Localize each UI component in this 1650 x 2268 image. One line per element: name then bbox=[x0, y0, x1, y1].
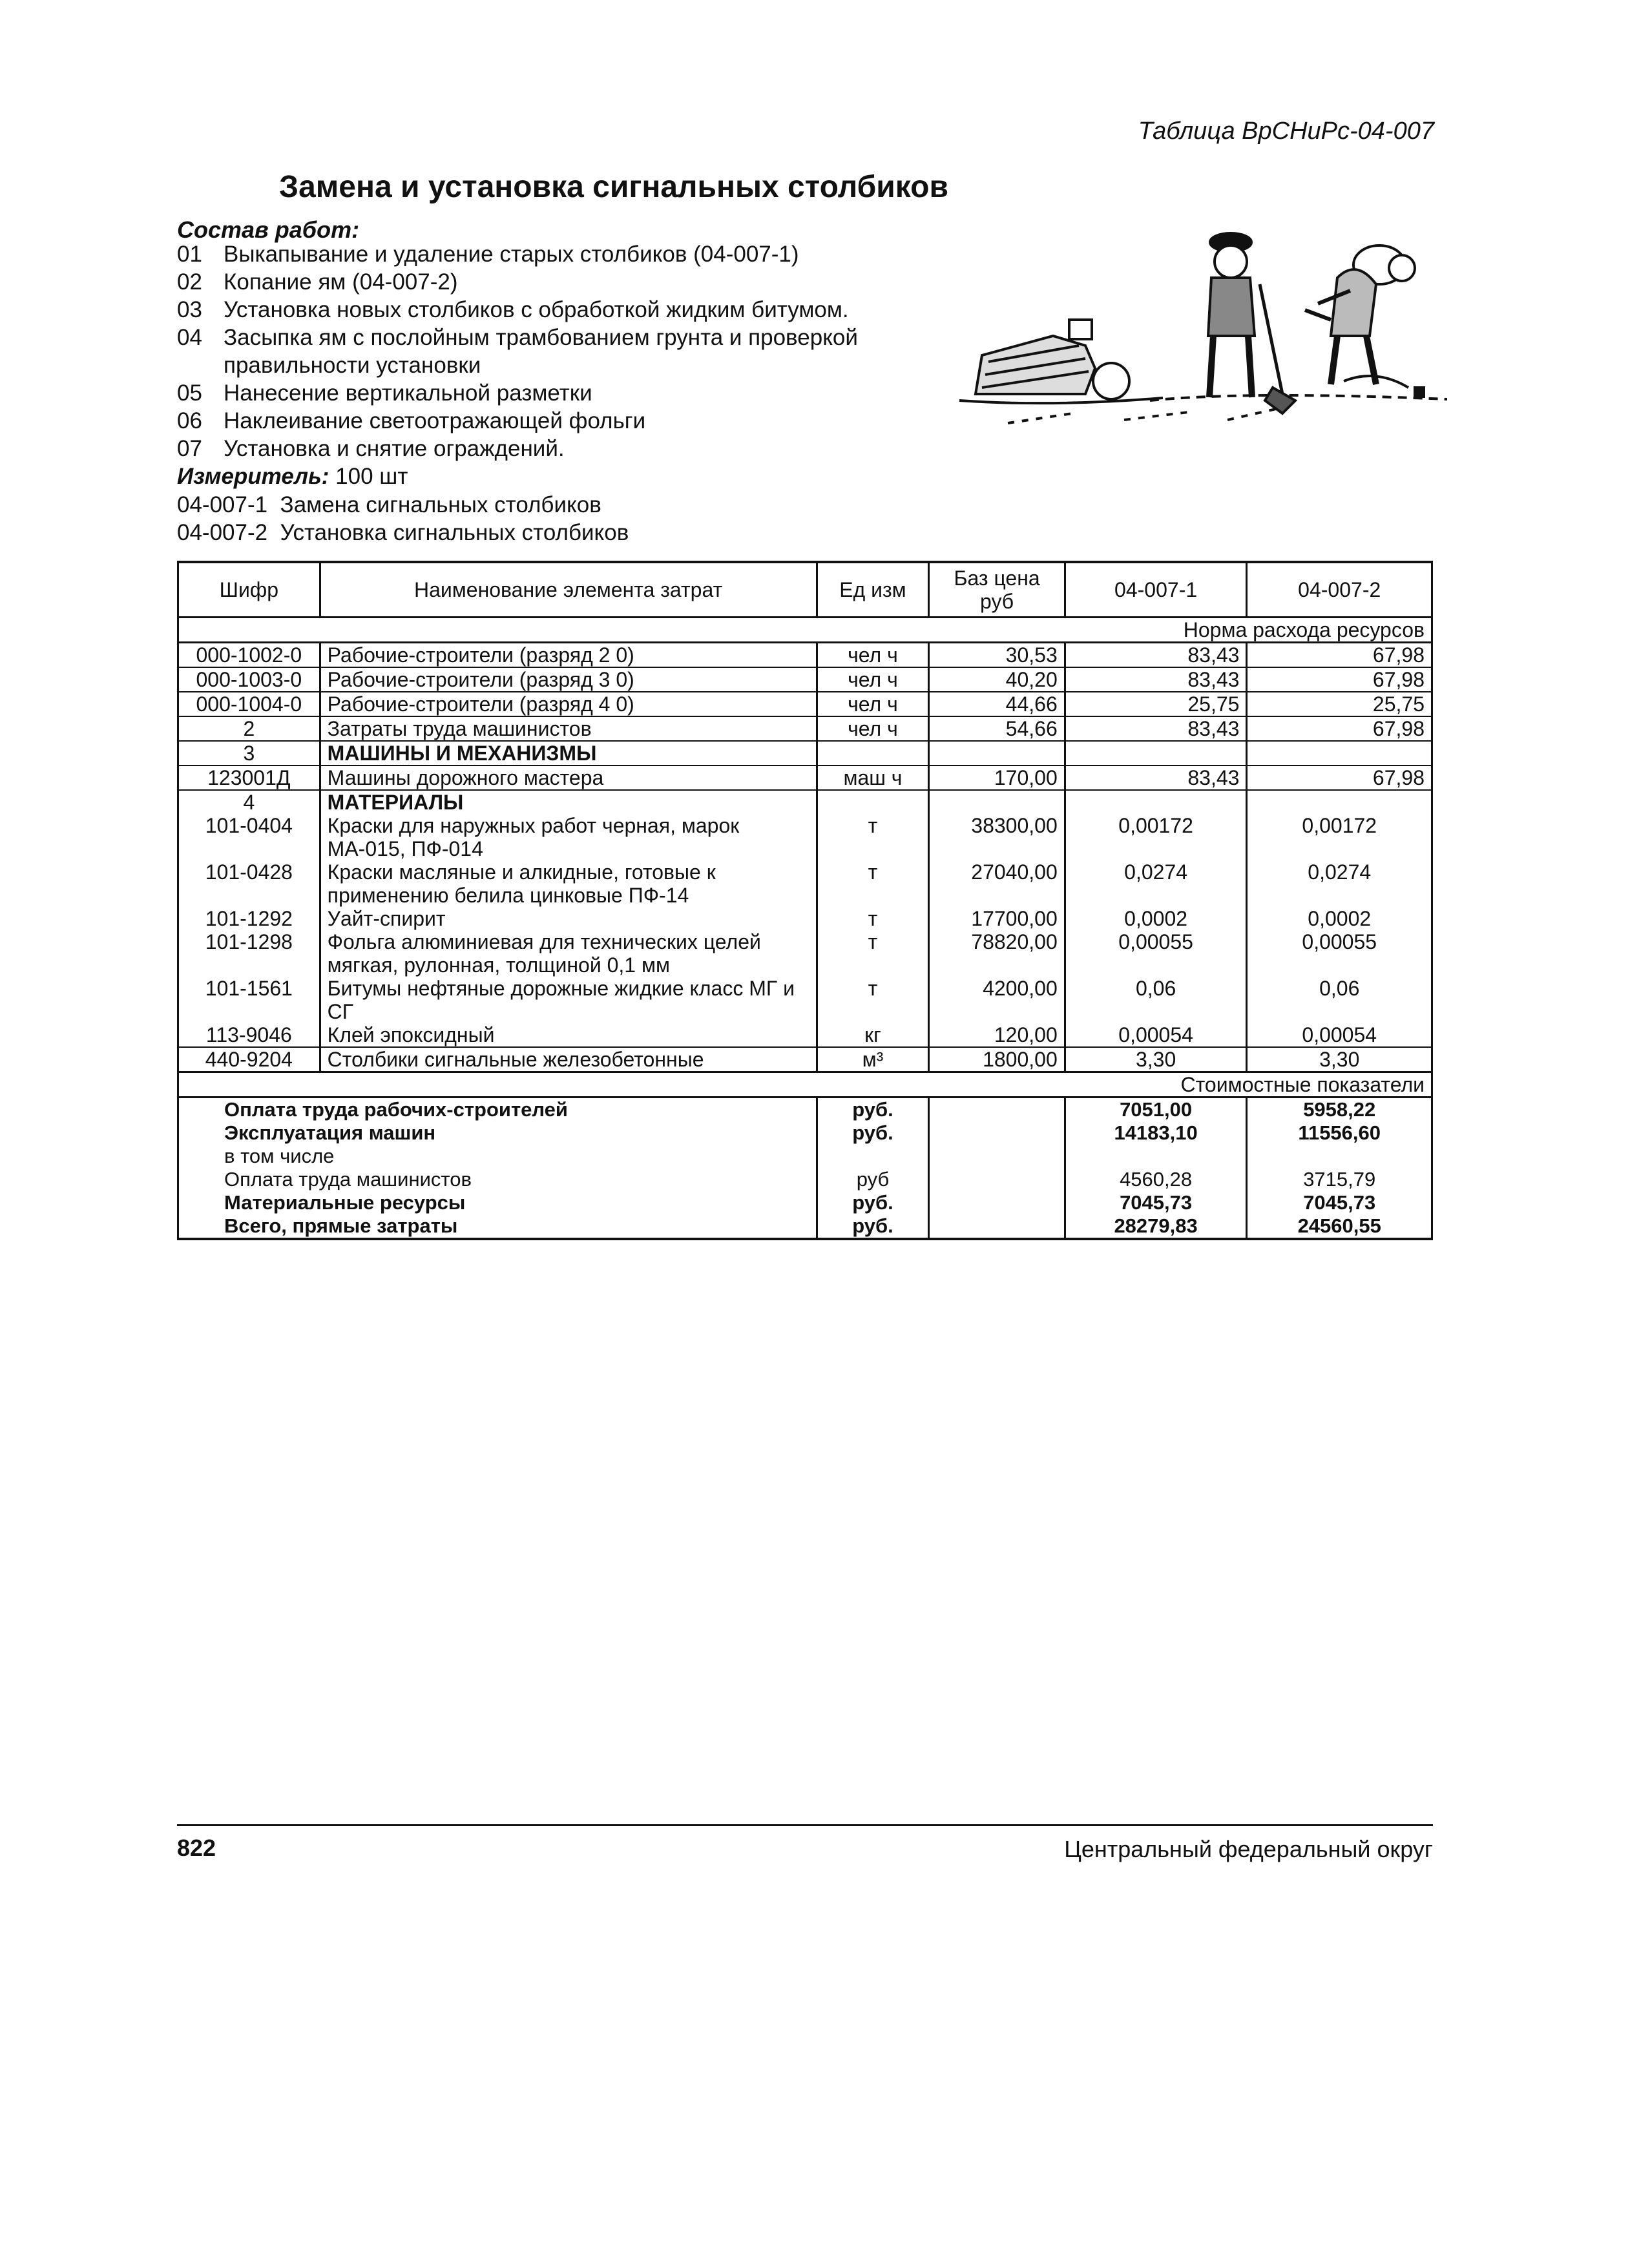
totals-value-04-007-2: 5958,22 bbox=[1247, 1098, 1432, 1122]
row-unit: т bbox=[817, 930, 929, 977]
row-code: 000-1003-0 bbox=[178, 667, 320, 692]
row-value-04-007-2: 25,75 bbox=[1247, 692, 1432, 716]
totals-unit: руб. bbox=[817, 1121, 929, 1145]
page-number: 822 bbox=[177, 1835, 216, 1861]
row-code: 440-9204 bbox=[178, 1047, 320, 1072]
measure-label: Измеритель: bbox=[177, 464, 329, 489]
row-price: 17700,00 bbox=[929, 907, 1065, 930]
totals-unit bbox=[817, 1145, 929, 1168]
row-code: 101-1561 bbox=[178, 977, 320, 1023]
row-value-04-007-1 bbox=[1065, 790, 1247, 814]
table-row bbox=[178, 930, 1432, 977]
row-name: Краски для наружных работ черная, марок МА-015, ПФ-014 bbox=[320, 814, 817, 860]
section-costs-row-label: Стоимостные показатели bbox=[178, 1072, 1432, 1098]
row-unit bbox=[817, 741, 929, 765]
row-value-04-007-1: 25,75 bbox=[1065, 692, 1247, 716]
row-price: 78820,00 bbox=[929, 930, 1065, 977]
totals-value-04-007-1: 7051,00 bbox=[1065, 1098, 1247, 1122]
code-line: 04-007-1 Замена сигнальных столбиков bbox=[177, 492, 601, 517]
work-item-number: 04 bbox=[177, 325, 202, 350]
row-value-04-007-2: 67,98 bbox=[1247, 716, 1432, 741]
totals-unit: руб. bbox=[817, 1214, 929, 1239]
table-row bbox=[178, 790, 1432, 814]
row-value-04-007-2: 0,0002 bbox=[1247, 907, 1432, 930]
table-row bbox=[178, 765, 1432, 790]
row-value-04-007-1: 83,43 bbox=[1065, 667, 1247, 692]
row-price: 44,66 bbox=[929, 692, 1065, 716]
table-row bbox=[178, 907, 1432, 930]
section-norms-row bbox=[178, 618, 1432, 643]
totals-row bbox=[178, 1214, 1432, 1239]
row-value-04-007-2: 0,06 bbox=[1247, 977, 1432, 1023]
row-name: Рабочие-строители (разряд 3 0) bbox=[320, 667, 817, 692]
row-unit bbox=[817, 790, 929, 814]
column-header-unit: Ед изм bbox=[817, 562, 929, 618]
row-value-04-007-2: 0,00172 bbox=[1247, 814, 1432, 860]
row-value-04-007-2: 67,98 bbox=[1247, 765, 1432, 790]
totals-value-04-007-1 bbox=[1065, 1145, 1247, 1168]
table-row bbox=[178, 667, 1432, 692]
row-code: 101-1292 bbox=[178, 907, 320, 930]
row-code: 101-0404 bbox=[178, 814, 320, 860]
row-value-04-007-2: 0,00054 bbox=[1247, 1023, 1432, 1047]
column-header-04-007-2: 04-007-2 bbox=[1247, 562, 1432, 618]
totals-value-04-007-1: 7045,73 bbox=[1065, 1191, 1247, 1214]
table-row bbox=[178, 860, 1432, 907]
work-item-number: 02 bbox=[177, 269, 202, 295]
code-list bbox=[177, 491, 629, 546]
totals-value-04-007-2: 3715,79 bbox=[1247, 1168, 1432, 1191]
table-row bbox=[178, 643, 1432, 668]
column-header-name: Наименование элемента затрат bbox=[320, 562, 817, 618]
row-value-04-007-2: 67,98 bbox=[1247, 667, 1432, 692]
row-price: 27040,00 bbox=[929, 860, 1065, 907]
row-price: 54,66 bbox=[929, 716, 1065, 741]
totals-row bbox=[178, 1168, 1432, 1191]
totals-value-04-007-1: 14183,10 bbox=[1065, 1121, 1247, 1145]
page-title: Замена и установка сигнальных столбиков bbox=[279, 170, 948, 204]
totals-unit: руб. bbox=[817, 1098, 929, 1122]
totals-name: Всего, прямые затраты bbox=[178, 1214, 817, 1239]
row-unit: кг bbox=[817, 1023, 929, 1047]
row-price: 1800,00 bbox=[929, 1047, 1065, 1072]
totals-price bbox=[929, 1214, 1065, 1239]
row-unit: чел ч bbox=[817, 716, 929, 741]
row-value-04-007-2: 3,30 bbox=[1247, 1047, 1432, 1072]
workers-illustration bbox=[956, 207, 1447, 452]
row-price bbox=[929, 790, 1065, 814]
work-item-number: 03 bbox=[177, 297, 202, 322]
row-name: Затраты труда машинистов bbox=[320, 716, 817, 741]
table-row bbox=[178, 977, 1432, 1023]
work-item-text: Нанесение вертикальной разметки bbox=[224, 380, 592, 406]
work-item-text: Выкапывание и удаление старых столбиков (04-007-1) bbox=[224, 242, 799, 267]
row-name: Клей эпоксидный bbox=[320, 1023, 817, 1047]
work-item-text: Установка и снятие ограждений. bbox=[224, 436, 565, 461]
row-value-04-007-1: 83,43 bbox=[1065, 716, 1247, 741]
table-label: Таблица ВрСНиРс-04-007 bbox=[1138, 118, 1434, 145]
row-unit: чел ч bbox=[817, 692, 929, 716]
totals-name: Оплата труда рабочих-строителей bbox=[178, 1098, 817, 1122]
work-item-number: 01 bbox=[177, 242, 202, 267]
row-value-04-007-2: 0,0274 bbox=[1247, 860, 1432, 907]
row-value-04-007-1: 83,43 bbox=[1065, 765, 1247, 790]
totals-row bbox=[178, 1191, 1432, 1214]
column-header-price: Баз цена руб bbox=[929, 562, 1065, 618]
totals-value-04-007-2: 24560,55 bbox=[1247, 1214, 1432, 1239]
row-price: 4200,00 bbox=[929, 977, 1065, 1023]
table-row bbox=[178, 692, 1432, 716]
row-code: 000-1004-0 bbox=[178, 692, 320, 716]
row-unit: чел ч bbox=[817, 667, 929, 692]
totals-value-04-007-2: 7045,73 bbox=[1247, 1191, 1432, 1214]
section-costs-row bbox=[178, 1072, 1432, 1098]
measure-value: 100 шт bbox=[329, 464, 408, 489]
row-unit: т bbox=[817, 907, 929, 930]
row-name: Рабочие-строители (разряд 2 0) bbox=[320, 643, 817, 668]
totals-price bbox=[929, 1121, 1065, 1145]
row-unit: т bbox=[817, 977, 929, 1023]
totals-price bbox=[929, 1191, 1065, 1214]
work-item-number: 05 bbox=[177, 380, 202, 406]
work-item bbox=[177, 379, 920, 407]
row-code: 101-0428 bbox=[178, 860, 320, 907]
section-norms-row-label: Норма расхода ресурсов bbox=[178, 618, 1432, 643]
row-name: Краски масляные и алкидные, готовые к применению белила цинковые ПФ-14 bbox=[320, 860, 817, 907]
row-value-04-007-1: 0,0002 bbox=[1065, 907, 1247, 930]
row-unit: маш ч bbox=[817, 765, 929, 790]
row-price: 30,53 bbox=[929, 643, 1065, 668]
work-item bbox=[177, 435, 920, 463]
totals-value-04-007-2 bbox=[1247, 1145, 1432, 1168]
work-item-text: Наклеивание светоотражающей фольги bbox=[224, 408, 646, 433]
footer-divider bbox=[177, 1824, 1433, 1826]
row-unit: чел ч bbox=[817, 643, 929, 668]
row-value-04-007-1: 0,00055 bbox=[1065, 930, 1247, 977]
totals-price bbox=[929, 1145, 1065, 1168]
row-unit: т bbox=[817, 814, 929, 860]
row-code: 2 bbox=[178, 716, 320, 741]
work-item-number: 06 bbox=[177, 408, 202, 433]
totals-row bbox=[178, 1121, 1432, 1145]
work-item-text: Засыпка ям с послойным трамбованием грунта и проверкой правильности установки bbox=[224, 325, 858, 378]
row-code: 101-1298 bbox=[178, 930, 320, 977]
table-header-row bbox=[178, 562, 1432, 618]
work-item-text: Копание ям (04-007-2) bbox=[224, 269, 458, 295]
work-composition-heading: Состав работ: bbox=[177, 216, 360, 243]
row-name: Битумы нефтяные дорожные жидкие класс МГ и СГ bbox=[320, 977, 817, 1023]
totals-name: в том числе bbox=[178, 1145, 817, 1168]
row-price: 120,00 bbox=[929, 1023, 1065, 1047]
row-value-04-007-1: 0,00054 bbox=[1065, 1023, 1247, 1047]
table-row bbox=[178, 1023, 1432, 1047]
work-item bbox=[177, 268, 920, 296]
footer-region: Центральный федеральный округ bbox=[1064, 1836, 1433, 1862]
row-name: Уайт-спирит bbox=[320, 907, 817, 930]
work-item bbox=[177, 240, 920, 268]
row-code: 000-1002-0 bbox=[178, 643, 320, 668]
work-item-number: 07 bbox=[177, 436, 202, 461]
row-code: 113-9046 bbox=[178, 1023, 320, 1047]
row-value-04-007-2 bbox=[1247, 790, 1432, 814]
row-name: МАТЕРИАЛЫ bbox=[320, 790, 817, 814]
row-value-04-007-1: 0,0274 bbox=[1065, 860, 1247, 907]
row-name: Машины дорожного мастера bbox=[320, 765, 817, 790]
cost-table bbox=[177, 561, 1433, 1240]
totals-name: Материальные ресурсы bbox=[178, 1191, 817, 1214]
row-price: 40,20 bbox=[929, 667, 1065, 692]
row-code: 3 bbox=[178, 741, 320, 765]
measure-line bbox=[177, 464, 408, 490]
totals-value-04-007-1: 28279,83 bbox=[1065, 1214, 1247, 1239]
column-header-04-007-1: 04-007-1 bbox=[1065, 562, 1247, 618]
totals-name: Оплата труда машинистов bbox=[178, 1168, 817, 1191]
table-row bbox=[178, 814, 1432, 860]
totals-value-04-007-1: 4560,28 bbox=[1065, 1168, 1247, 1191]
row-value-04-007-1: 83,43 bbox=[1065, 643, 1247, 668]
work-item bbox=[177, 324, 920, 379]
row-price: 170,00 bbox=[929, 765, 1065, 790]
row-value-04-007-1: 3,30 bbox=[1065, 1047, 1247, 1072]
row-value-04-007-2: 0,00055 bbox=[1247, 930, 1432, 977]
totals-row bbox=[178, 1098, 1432, 1122]
row-value-04-007-1: 0,00172 bbox=[1065, 814, 1247, 860]
table-row bbox=[178, 716, 1432, 741]
totals-value-04-007-2: 11556,60 bbox=[1247, 1121, 1432, 1145]
row-price: 38300,00 bbox=[929, 814, 1065, 860]
work-item bbox=[177, 407, 920, 435]
row-value-04-007-2: 67,98 bbox=[1247, 643, 1432, 668]
totals-unit: руб bbox=[817, 1168, 929, 1191]
row-code: 4 bbox=[178, 790, 320, 814]
row-unit: м³ bbox=[817, 1047, 929, 1072]
totals-price bbox=[929, 1168, 1065, 1191]
table-row bbox=[178, 1047, 1432, 1072]
table-row bbox=[178, 741, 1432, 765]
row-name: МАШИНЫ И МЕХАНИЗМЫ bbox=[320, 741, 817, 765]
totals-row bbox=[178, 1145, 1432, 1168]
row-value-04-007-1: 0,06 bbox=[1065, 977, 1247, 1023]
work-item-text: Установка новых столбиков с обработкой жидким битумом. bbox=[224, 297, 849, 322]
row-name: Фольга алюминиевая для технических целей мягкая, рулонная, толщиной 0,1 мм bbox=[320, 930, 817, 977]
row-unit: т bbox=[817, 860, 929, 907]
row-value-04-007-1 bbox=[1065, 741, 1247, 765]
row-code: 123001Д bbox=[178, 765, 320, 790]
work-composition-list bbox=[177, 240, 920, 463]
row-price bbox=[929, 741, 1065, 765]
column-header-code: Шифр bbox=[178, 562, 320, 618]
code-line: 04-007-2 Установка сигнальных столбиков bbox=[177, 520, 629, 545]
work-item bbox=[177, 296, 920, 324]
row-value-04-007-2 bbox=[1247, 741, 1432, 765]
totals-price bbox=[929, 1098, 1065, 1122]
row-name: Столбики сигнальные железобетонные bbox=[320, 1047, 817, 1072]
totals-unit: руб. bbox=[817, 1191, 929, 1214]
totals-name: Эксплуатация машин bbox=[178, 1121, 817, 1145]
row-name: Рабочие-строители (разряд 4 0) bbox=[320, 692, 817, 716]
